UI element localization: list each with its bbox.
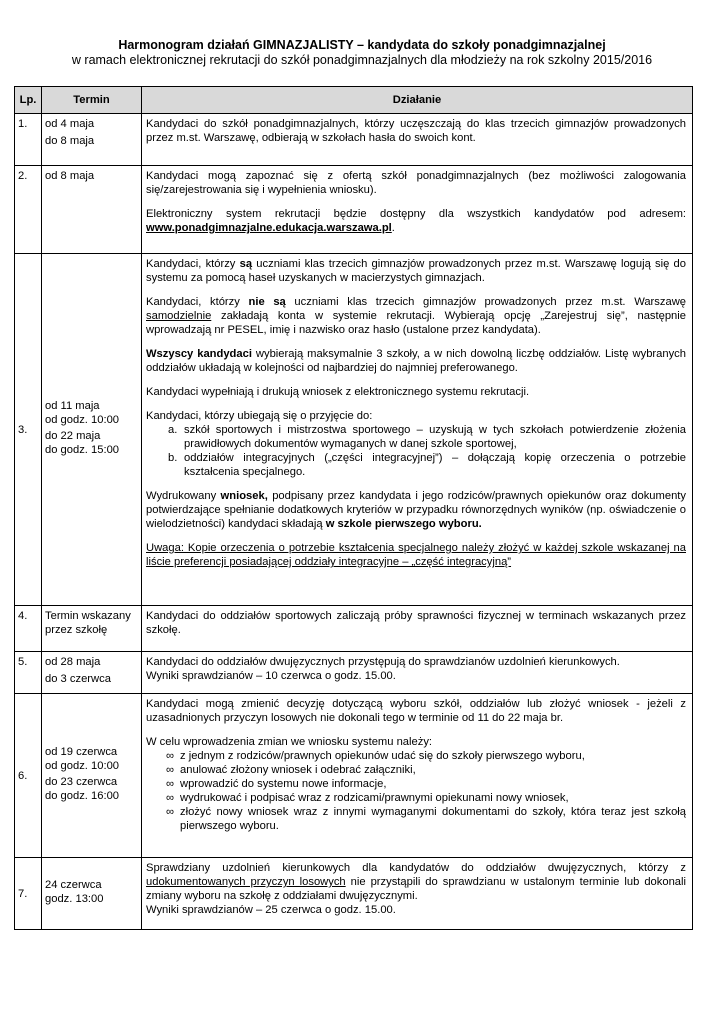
description-paragraph — [146, 207, 686, 235]
row-number: 7. — [15, 858, 42, 930]
list-item — [166, 805, 686, 833]
text-run: Sprawdziany uzdolnień kierunkowych dla kandydatów do oddziałów dwujęzycznych, którzy z — [146, 862, 686, 874]
text-run: Kandydaci, którzy — [146, 296, 249, 308]
infinity-bullet-icon: ∞ — [166, 778, 174, 790]
description-paragraph: Kandydaci mogą zmienić decyzję dotyczącą wyboru szkół, oddziałów lub złożyć wniosek - jeżeli z uzasadnionych przyczyn losowych nie dokonali tego w terminie od 11 do 22 maja br. — [146, 698, 686, 724]
change-steps-list — [146, 749, 686, 833]
text-run: Elektroniczny system rekrutacji będzie dostępny dla wszystkich kandydatów pod adresem: — [146, 208, 686, 220]
text-run-bold: Wszyscy kandydaci — [146, 348, 252, 360]
term-line: od godz. 10:00 — [45, 414, 120, 426]
list-marker: b. — [168, 452, 178, 464]
header-lp: Lp. — [15, 87, 42, 114]
table-row — [15, 166, 693, 254]
row-description — [142, 694, 693, 858]
description-paragraph: Kandydaci, którzy ubiegają się o przyjęcie do: — [146, 410, 373, 422]
row-description — [142, 606, 693, 652]
row-number: 5. — [15, 652, 42, 694]
row-term — [42, 166, 142, 254]
list-item — [168, 423, 686, 451]
row-number: 4. — [15, 606, 42, 652]
term-line: od 28 maja — [45, 656, 101, 668]
list-item-text: wprowadzić do systemu nowe informacje, — [180, 778, 387, 790]
row-description — [142, 114, 693, 166]
description-paragraph — [146, 489, 686, 531]
list-item-text: wydrukować i podpisać wraz z rodzicami/prawnymi opiekunami nowy wniosek, — [180, 792, 569, 804]
text-run: uczniami klas trzecich gimnazjów prowadzonych przez m.st. Warszawę logują się do systemu za pomocą haseł uzyskanych w macierzystych gimnazjach. — [146, 258, 686, 284]
term-line: do godz. 16:00 — [45, 790, 120, 802]
description-paragraph: Wyniki sprawdzianów – 10 czerwca o godz. 15.00. — [146, 670, 396, 682]
text-run: wybierają maksymalnie 3 szkoły, a w nich dowolną liczbę oddziałów. Listę wybranych oddziałów układają w kolejności od najbardziej do najmniej preferowanego. — [146, 348, 687, 374]
header-termin: Termin — [42, 87, 142, 114]
list-item-text: szkół sportowych i mistrzostwa sportowego – uzyskują w tych szkołach potwierdzenie złożenia prawidłowych dokumentów wymaganych w danej szkole sportowej, — [184, 424, 686, 450]
table-row — [15, 652, 693, 694]
list-item — [166, 791, 686, 805]
infinity-bullet-icon: ∞ — [166, 806, 174, 818]
term-line: 24 czerwca — [45, 879, 102, 891]
term-line: godz. 13:00 — [45, 893, 104, 905]
list-item-text: z jednym z rodziców/prawnych opiekunów udać się do szkoły pierwszego wyboru, — [180, 750, 585, 762]
text-run-underlined: udokumentowanych przyczyn losowych — [146, 876, 346, 888]
row-number: 3. — [15, 254, 42, 606]
text-run-bold: nie są — [248, 296, 286, 308]
description-paragraph: W celu wprowadzenia zmian we wniosku systemu należy: — [146, 736, 433, 748]
text-run: . — [391, 222, 395, 234]
description-paragraph: Wyniki sprawdzianów – 25 czerwca o godz. 15.00. — [146, 904, 396, 916]
title-line-1: Harmonogram działań GIMNAZJALISTY – kandydata do szkoły ponadgimnazjalnej — [118, 38, 606, 52]
table-row — [15, 606, 693, 652]
row-description — [142, 858, 693, 930]
description-paragraph — [146, 861, 686, 903]
document-title — [14, 38, 710, 68]
term-line: od 11 maja — [45, 400, 100, 412]
title-line-2: w ramach elektronicznej rekrutacji do szkół ponadgimnazjalnych dla młodzieży na rok szkolny 2015/2016 — [71, 53, 653, 67]
infinity-bullet-icon: ∞ — [166, 750, 174, 762]
infinity-bullet-icon: ∞ — [166, 764, 174, 776]
list-item-text: anulować złożony wniosek i odebrać załączniki, — [180, 764, 416, 776]
row-term — [42, 858, 142, 930]
description-paragraph: Kandydaci do szkół ponadgimnazjalnych, którzy uczęszczają do klas trzecich gimnazjów prowadzonych przez m.st. Warszawę, odbierają w szkołach hasła do swoich kont. — [146, 118, 686, 144]
row-term — [42, 254, 142, 606]
list-item-text: złożyć nowy wniosek wraz z innymi wymaganymi dokumentami do szkoły, która teraz jest szkołą pierwszego wyboru. — [180, 806, 686, 832]
text-run-underlined: Uwaga: Kopie orzeczenia o potrzebie kształcenia specjalnego należy złożyć w każdej szkole wskazanej na liście preferencji posiadającej oddziały integracyjne – „część integracyjną” — [146, 542, 686, 568]
term-line: do 22 maja — [45, 430, 101, 442]
term-line: do 23 czerwca — [45, 776, 118, 788]
row-term — [42, 606, 142, 652]
table-header-row — [15, 87, 693, 114]
list-marker: a. — [168, 424, 178, 436]
term-line: do 8 maja — [45, 135, 95, 147]
schedule-table — [14, 86, 693, 930]
description-paragraph — [146, 257, 686, 285]
term-line: od 4 maja — [45, 118, 95, 130]
description-paragraph — [146, 295, 686, 337]
text-run: uczniami klas trzecich gimnazjów prowadzonych przez m.st. Warszawę — [285, 296, 686, 308]
description-paragraph — [146, 347, 686, 375]
term-line: do 3 czerwca — [45, 673, 111, 685]
term-line: Termin wskazany przez szkołę — [45, 610, 131, 636]
row-term — [42, 652, 142, 694]
description-paragraph: Kandydaci mogą zapoznać się z ofertą szkół ponadgimnazjalnych (bez możliwości zalogowania się/zarejestrowania się i wypełnienia wniosku). — [146, 170, 686, 196]
text-run-underlined: samodzielnie — [146, 310, 212, 322]
row-number: 6. — [15, 694, 42, 858]
text-run-bold: są — [239, 258, 253, 270]
list-item — [166, 777, 686, 791]
list-item — [168, 451, 686, 479]
list-item — [166, 749, 686, 763]
system-address-link[interactable]: www.ponadgimnazjalne.edukacja.warszawa.pl — [146, 222, 392, 234]
text-run: Wydrukowany — [146, 490, 221, 502]
description-paragraph: Kandydaci do oddziałów sportowych zaliczają próby sprawności fizycznej w terminach wskazanych przez szkołę. — [146, 610, 686, 636]
header-dzialanie: Działanie — [142, 87, 693, 114]
table-row — [15, 114, 693, 166]
row-number: 2. — [15, 166, 42, 254]
row-number: 1. — [15, 114, 42, 166]
table-row — [15, 694, 693, 858]
term-line: od 8 maja — [45, 170, 95, 182]
list-item — [166, 763, 686, 777]
description-paragraph: Kandydaci do oddziałów dwujęzycznych przystępują do sprawdzianów uzdolnień kierunkowych. — [146, 656, 620, 668]
list-item-text: oddziałów integracyjnych („części integracyjnej”) – dołączają kopię orzeczenia o potrzebie kształcenia specjalnego. — [184, 452, 686, 478]
school-type-list — [146, 423, 686, 479]
warning-note — [146, 541, 686, 569]
row-term — [42, 114, 142, 166]
text-run: Kandydaci, którzy — [146, 258, 240, 270]
table-row — [15, 254, 693, 606]
term-line: do godz. 15:00 — [45, 444, 120, 456]
description-paragraph: Kandydaci wypełniają i drukują wniosek z elektronicznego systemu rekrutacji. — [146, 386, 530, 398]
table-row — [15, 858, 693, 930]
row-description — [142, 254, 693, 606]
row-description — [142, 166, 693, 254]
row-term — [42, 694, 142, 858]
term-line: od godz. 10:00 — [45, 760, 120, 772]
infinity-bullet-icon: ∞ — [166, 792, 174, 804]
text-run-bold: wniosek, — [220, 490, 268, 502]
text-run: nie przystąpili do sprawdzianu w ustalonym terminie lub dokonali zmiany wyboru na szkołę z oddziałami dwujęzycznymi. — [146, 876, 687, 902]
text-run-bold: w szkole pierwszego wyboru. — [325, 518, 482, 530]
text-run: zakładają konta w systemie rekrutacji. Wybierają opcję „Zarejestruj się”, następnie wprowadzają nr PESEL, imię i nazwisko oraz hasło (ustalone przez kandydata). — [146, 310, 686, 336]
row-description — [142, 652, 693, 694]
text-run: podpisany przez kandydata i jego rodziców/prawnych opiekunów oraz dokumenty potwierdzające spełnianie dodatkowych kryteriów w przypadku równorzędnych wyników (np. oświadczenie o wielodzietności) kandydaci składają — [146, 490, 686, 530]
term-line: od 19 czerwca — [45, 746, 118, 758]
